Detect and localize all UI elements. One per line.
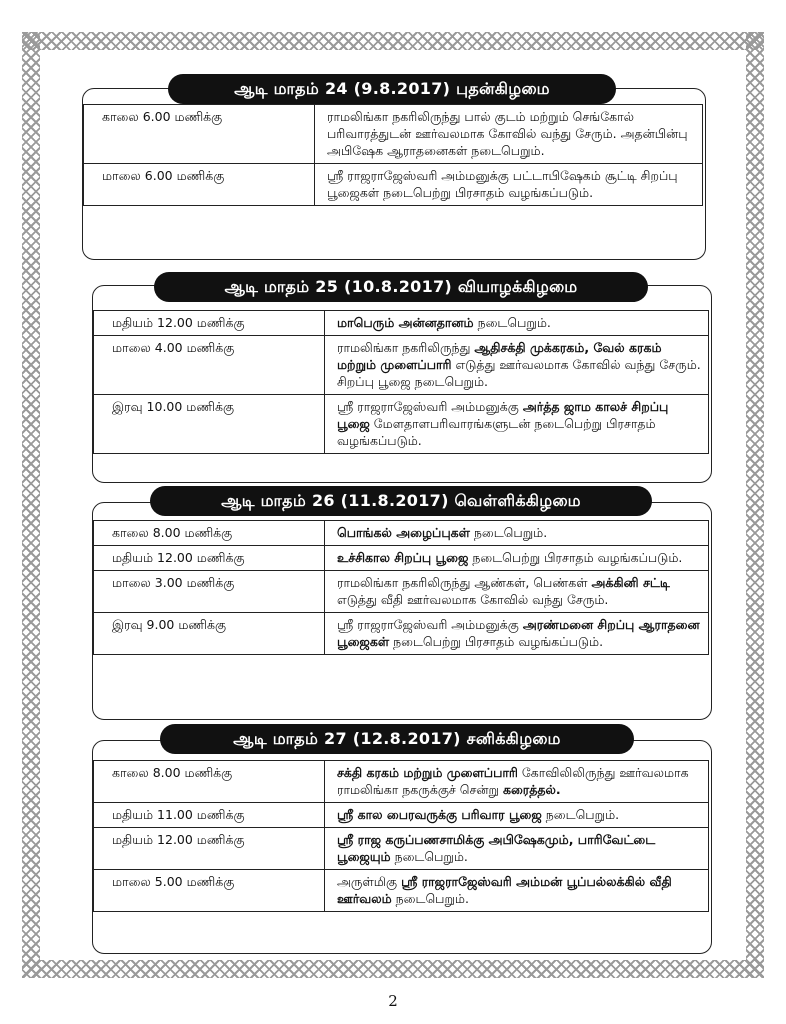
time-cell: மாலை 5.00 மணிக்கு: [94, 870, 325, 912]
text-run: மேளதாளபரிவாரங்களுடன் நடைபெற்று பிரசாதம் வழங்கப்படும்.: [337, 416, 656, 448]
table-row: [94, 546, 709, 571]
decorative-border-top: [22, 32, 764, 50]
bold-text-run: மாபெரும் அன்னதானம்: [337, 315, 474, 330]
text-run: நடைபெற்று பிரசாதம் வழங்கப்படும்.: [468, 550, 683, 565]
time-cell: காலை 8.00 மணிக்கு: [94, 761, 325, 803]
table-row: [94, 870, 709, 912]
text-run: நடைபெறும்.: [541, 807, 620, 822]
decorative-border-bottom: [22, 960, 764, 978]
time-cell: இரவு 9.00 மணிக்கு: [94, 613, 325, 655]
time-cell: மாலை 6.00 மணிக்கு: [84, 164, 315, 206]
table-row: [94, 613, 709, 655]
text-run: ஸ்ரீ ராஜராஜேஸ்வரி அம்மனுக்கு: [337, 617, 523, 632]
table-row: [94, 395, 709, 454]
schedule-table: [83, 104, 703, 206]
bold-text-run: அர்த்த ஜாம காலச் சிறப்பு பூஜை: [337, 399, 669, 431]
text-run: எடுத்து ஊர்வலமாக கோவில் வந்து சேரும். சிறப்பு பூஜை நடைபெறும்.: [337, 357, 701, 389]
bold-text-run: சக்தி கரகம் மற்றும் முளைப்பாரி: [337, 765, 518, 780]
time-cell: காலை 8.00 மணிக்கு: [94, 521, 325, 546]
text-run: ராமலிங்கா நகரிலிருந்து ஆண்கள், பெண்கள்: [337, 575, 592, 590]
table-row: [94, 803, 709, 828]
text-run: கோவிலிலிருந்து ஊர்வலமாக ராமலிங்கா நகருக்குச் சென்று: [337, 765, 689, 797]
table-row: [84, 105, 703, 164]
table-row: [94, 521, 709, 546]
section-title: ஆடி மாதம் 24 (9.8.2017) புதன்கிழமை: [168, 74, 616, 104]
text-run: நடைபெறும்.: [390, 849, 468, 864]
bold-text-run: உச்சிகால சிறப்பு பூஜை: [337, 550, 469, 565]
bold-text-run: அக்கினி சட்டி: [591, 575, 670, 590]
description-cell: [325, 546, 709, 571]
description-cell: [325, 613, 709, 655]
section-title: ஆடி மாதம் 26 (11.8.2017) வெள்ளிக்கிழமை: [150, 486, 652, 516]
section-title: ஆடி மாதம் 27 (12.8.2017) சனிக்கிழமை: [160, 724, 634, 754]
bold-text-run: ஆதிசக்தி முக்கரகம், வேல் கரகம் மற்றும் முளைப்பாரி: [337, 340, 662, 372]
time-cell: மதியம் 12.00 மணிக்கு: [94, 311, 325, 336]
schedule-table: [93, 520, 709, 655]
description-cell: [325, 870, 709, 912]
text-run: நடைபெறும்.: [469, 525, 548, 540]
text-run: எடுத்து வீதி ஊர்வலமாக கோவில் வந்து சேரும்.: [337, 592, 609, 607]
bold-text-run: ஸ்ரீ ராஜராஜேஸ்வரி அம்மன் பூப்பல்லக்கில் வீதி ஊர்வலம்: [337, 874, 672, 906]
description-cell: [325, 395, 709, 454]
text-run: ராமலிங்கா நகரிலிருந்து பால் குடம் மற்றும் செங்கோல் பரிவாரத்துடன் ஊர்வலமாக கோவில் வந்து சேரும். அதன்பின்பு அபிஷேக ஆராதனைகள் நடைபெறும்.: [327, 109, 688, 158]
table-row: [94, 761, 709, 803]
bold-text-run: அரண்மனை சிறப்பு ஆராதனை பூஜைகள்: [337, 617, 700, 649]
table-row: [94, 336, 709, 395]
description-cell: [325, 803, 709, 828]
description-cell: [315, 105, 703, 164]
description-cell: [325, 521, 709, 546]
table-row: [94, 311, 709, 336]
text-run: ராமலிங்கா நகரிலிருந்து: [337, 340, 475, 355]
time-cell: மதியம் 12.00 மணிக்கு: [94, 546, 325, 571]
section-title: ஆடி மாதம் 25 (10.8.2017) வியாழக்கிழமை: [154, 272, 648, 302]
table-row: [94, 571, 709, 613]
text-run: அருள்மிகு: [337, 874, 402, 889]
description-cell: [325, 571, 709, 613]
description-cell: [325, 828, 709, 870]
schedule-table: [93, 310, 709, 454]
table-row: [94, 828, 709, 870]
decorative-border-right: [746, 32, 764, 978]
description-cell: [315, 164, 703, 206]
text-run: நடைபெறும்.: [391, 891, 469, 906]
time-cell: இரவு 10.00 மணிக்கு: [94, 395, 325, 454]
bold-text-run: கரைத்தல்.: [502, 782, 561, 797]
text-run: நடைபெறும்.: [473, 315, 551, 330]
description-cell: [325, 336, 709, 395]
description-cell: [325, 761, 709, 803]
time-cell: காலை 6.00 மணிக்கு: [84, 105, 315, 164]
text-run: ஸ்ரீ ராஜராஜேஸ்வரி அம்மனுக்கு: [337, 399, 523, 414]
description-cell: [325, 311, 709, 336]
schedule-table: [93, 760, 709, 912]
table-row: [84, 164, 703, 206]
decorative-border-left: [22, 32, 40, 978]
time-cell: மதியம் 12.00 மணிக்கு: [94, 828, 325, 870]
page-number: 2: [388, 992, 398, 1010]
text-run: நடைபெற்று பிரசாதம் வழங்கப்படும்.: [389, 634, 604, 649]
bold-text-run: பொங்கல் அழைப்புகள்: [337, 525, 470, 540]
time-cell: மாலை 4.00 மணிக்கு: [94, 336, 325, 395]
time-cell: மதியம் 11.00 மணிக்கு: [94, 803, 325, 828]
bold-text-run: ஸ்ரீ கால பைரவருக்கு பரிவார பூஜை: [337, 807, 542, 822]
time-cell: மாலை 3.00 மணிக்கு: [94, 571, 325, 613]
text-run: ஸ்ரீ ராஜராஜேஸ்வரி அம்மனுக்கு பட்டாபிஷேகம் சூட்டி சிறப்பு பூஜைகள் நடைபெற்று பிரசாதம் வழங்கப்படும்.: [327, 168, 678, 200]
bold-text-run: ஸ்ரீ ராஜ கருப்பணசாமிக்கு அபிஷேகமும், பாரிவேட்டை பூஜையும்: [337, 832, 656, 864]
